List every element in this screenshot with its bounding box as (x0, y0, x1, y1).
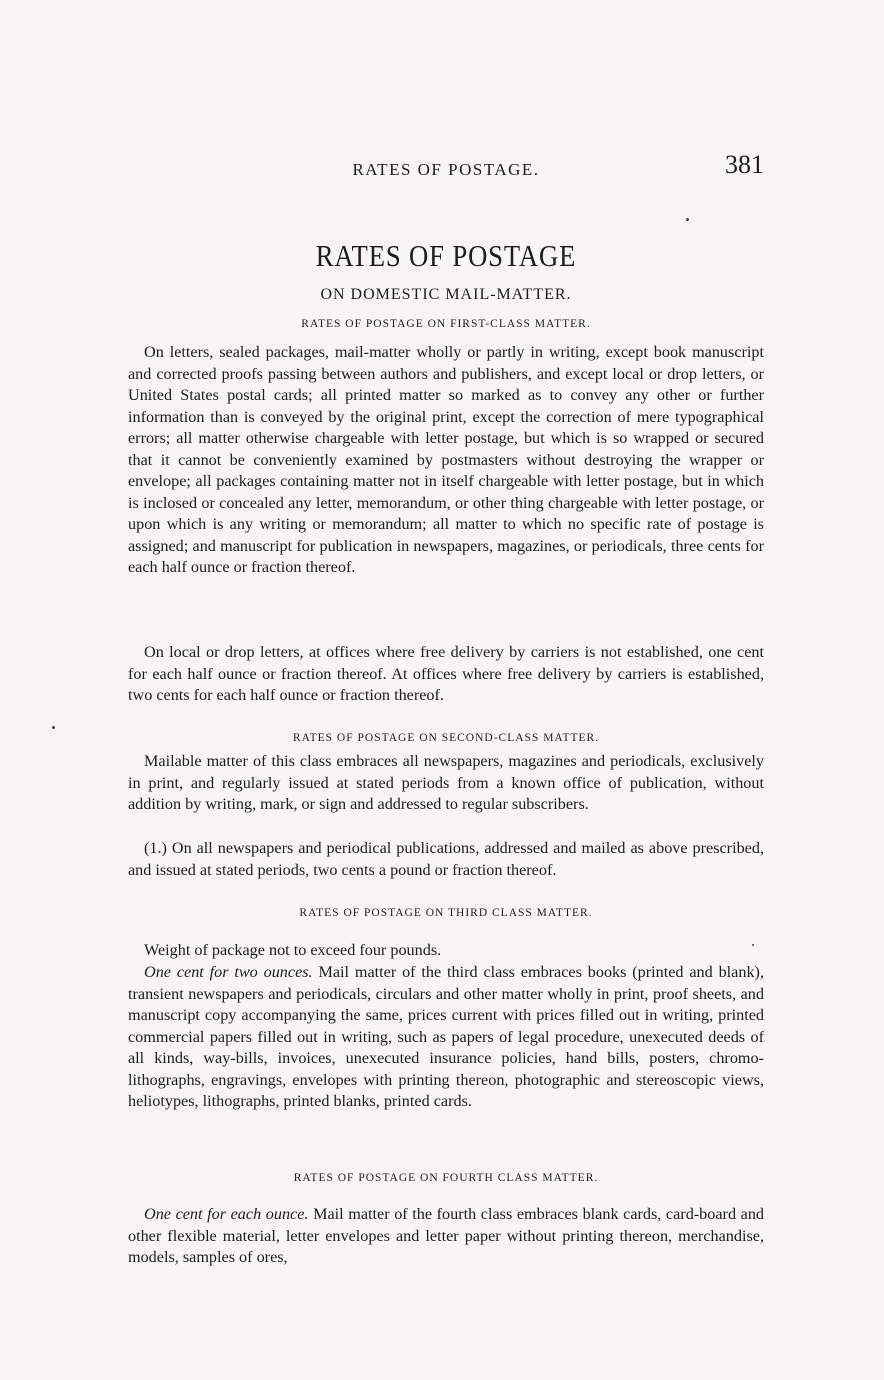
lead-fourth-class: One cent for each ounce. (144, 1205, 309, 1223)
heading-fourth-class: RATES OF POSTAGE ON FOURTH CLASS MATTER. (293, 1172, 599, 1184)
paragraph-first-class-1: On letters, sealed packages, mail-matter wholly or partly in writing, except book manuscript and corrected proofs passing between authors and publishers, and except local or drop letters, or United States postal cards; all printed matter so marked as to convey any other or further information than is conveyed by the original print, except the correction of mere typographical errors; all matter otherwise chargeable with letter postage, but which is so wrapped or secured that it cannot be conveniently examined by postmasters without destroying the wrapper or envelope; all packages containing matter not in itself chargeable with letter postage, but in which is inclosed or concealed any letter, memorandum, or other thing chargeable with letter postage, or upon which is any writing or memorandum; all matter to which no specific rate of postage is assigned; and manuscript for publication in newspapers, magazines, or periodicals, three cents for each half ounce or fraction thereof. (128, 343, 764, 576)
paragraph-first-class-2: On local or drop letters, at offices where free delivery by carriers is not established, one cent for each half ounce or fraction thereof. At offices where free delivery by carriers is established, two cents for each half ounce or fraction thereof. (128, 643, 764, 704)
subtitle: ON DOMESTIC MAIL-MATTER. (320, 286, 572, 303)
heading-third-class: RATES OF POSTAGE ON THIRD CLASS MATTER. (299, 907, 593, 919)
heading-second-class: RATES OF POSTAGE ON SECOND-CLASS MATTER. (292, 732, 600, 744)
running-title: RATES OF POSTAGE. (352, 160, 540, 179)
page-number: 381 (725, 150, 764, 179)
body-fourth-class: Mail matter of the fourth class embraces blank cards, card-board and other flexible material, letter envelopes and letter paper without printing thereon, merchandise, models, samples of ores, (128, 1205, 765, 1266)
paragraph-second-class-2: (1.) On all newspapers and periodical publications, addressed and mailed as above prescribed, and issued at stated periods, two cents a pound or fraction thereof. (128, 839, 764, 879)
paper-speck (52, 726, 55, 729)
paragraph-fourth-class (128, 1204, 764, 1269)
body-third-class: Mail matter of the third class embraces books (printed and blank), transient newspapers and periodicals, circulars and other matter wholly in print, proof sheets, and manuscript copy accompanying the same, prices current with prices filled out in writing, printed commercial papers filled out in writing, such as papers of legal procedure, unexecuted deeds of all kinds, way-bills, invoices, unexecuted insurance policies, hand bills, posters, chromo-lithographs, engravings, envelopes with printing thereon, photographic and stereoscopic views, heliotypes, lithographs, printed blanks, printed cards. (128, 963, 764, 1110)
paper-speck (752, 944, 754, 946)
paper-speck (686, 218, 689, 221)
heading-first-class: RATES OF POSTAGE ON FIRST-CLASS MATTER. (301, 318, 591, 330)
paragraph-second-class-1: Mailable matter of this class embraces all newspapers, magazines and periodicals, exclusively in print, and regularly issued at stated periods from a known office of publication, without addition by writing, mark, or sign and addressed to regular subscribers. (128, 752, 764, 813)
lead-third-class: One cent for two ounces. (144, 963, 313, 981)
main-title: RATES OF POSTAGE (315, 238, 577, 273)
running-head (128, 150, 764, 186)
paragraph-third-class (128, 962, 764, 1113)
weight-note: Weight of package not to exceed four pounds. (144, 941, 442, 959)
